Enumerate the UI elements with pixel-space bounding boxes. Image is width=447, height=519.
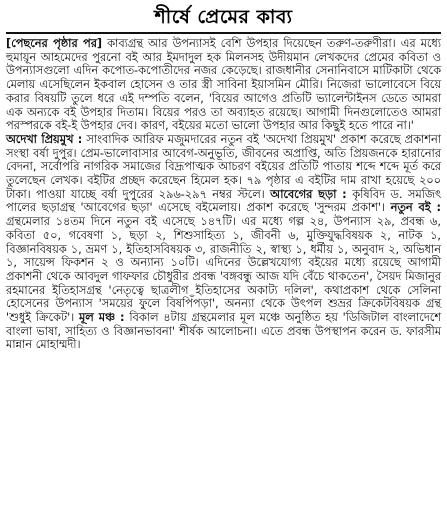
- paragraph-lead: মূল মঞ্চ :: [79, 311, 125, 325]
- paragraph-text: বিকাল ৪টায় গ্রন্থমেলার মূল মঞ্চে অনুষ্ঠিত হয় 'ডিজিটাল বাংলাদেশে বাংলা ভাষা, সাহিত্য ও বিজ্ঞানভাবনা' শীর্ষক আলোচনা। এতে প্রবন্ধ উপস্থাপন করেন ড. ফারসীম মান্নান মোহাম্মদী।: [6, 311, 442, 352]
- article-headline: শীর্ষে প্রেমের কাব্য: [154, 6, 293, 28]
- paragraph-lead: [পেছনের পৃষ্ঠার পর]: [6, 37, 103, 50]
- paragraph-text: কাব্যগ্রন্থ আর উপন্যাসই বেশি উপহার দিয়েছেন তরুণ-তরুণীরা। এর মধ্যে হুমায়ূন আহমেদের পুরনো বই আর ইমদাদুল হক মিলনসহ উদীয়মান লেখকদের প্রেমের কবিতা ও উপন্যাসগুলো এদিন কপোত-কপোতীদের নজর কেড়েছে। রাজধানীর সেনানিবাসে মাটিকাটা থেকে মেলায় এসেছিলেন ইকবাল হোসেন ও তার স্ত্রী সাবিনা ইয়াসমিন মৌরি। নিজেরা ভালোবেসে বিয়ে করার বিষয়টি তুলে ধরে এই দম্পতি বলেন, 'বিয়ের আগেও প্রতিটি ভ্যালেন্টাইনস ডেতে আমরা এক অন্যকে বই উপহার দিতাম। বিয়ের পরও তা অব্যাহত রয়েছে। আগামী দিনগুলোতেও আমরা পরস্পরকে বই-ই উপহার দেব। কারণ, বইয়ের মতো ভালো উপহার আর কিছুই হতে পারে না।': [6, 37, 442, 133]
- headline-divider: [6, 32, 441, 34]
- paragraph-text: কৃষিবিদ ড. সমজিৎ পালের ছড়াগ্রন্থ 'আবেগের ছড়া' এসেছে বইমেলায়। প্রকাশ করেছে 'সুন্দরম প্রকাশ'।: [6, 187, 442, 215]
- paragraph-lead: আবেগের ছড়া :: [270, 187, 347, 201]
- paragraph-text: সাংবাদিক আরিফ মজুমদারের নতুন বই 'অদেখা প্রিয়মুখ' প্রকাশ করেছে প্রকাশনা সংস্থা বর্ষা দুপুর। প্রেম-ভালোবাসার আবেগ-অনুভূতি, জীবনের অপ্রাপ্তি, অতি প্রিয়জনকে হারানোর বেদনা, সর্বোপরি নাগরিক সমাজের বিদ্রূপাত্মক আচরণ বইয়ের প্রতিটি পাতায় শব্দে শব্দে মূর্ত করে তুলেছেন লেখক। বইটির প্রচ্ছদ করেছেন হিমেল হক। ৭৯ পৃষ্ঠার এ বইটির দাম রাখা হয়েছে ২০০ টাকা। পাওয়া যাচ্ছে বর্ষা দুপুরের ২৯৬-২৯৭ নম্বর স্টলে।: [6, 132, 441, 201]
- paragraph-text: গ্রন্থমেলার ১৪তম দিনে নতুন বই এসেছে ১৪৭টি। এর মধ্যে গল্প ২৪, উপন্যাস ২৯, প্রবন্ধ ৬, কবিতা ৫০, গবেষণা ১, ছড়া ২, শিশুসাহিত্য ১, জীবনী ৬, মুক্তিযুদ্ধবিষয়ক ২, নাটক ১, বিজ্ঞানবিষয়ক ১, ভ্রমণ ১, ইতিহাসবিষয়ক ৩, রাজনীতি ২, স্বাস্থ্য ১, ধর্মীয় ১, অনুবাদ ২, অভিধান ১, সায়েন্স ফিকশন ২ ও অন্যান্য ১০টি। এদিনের উল্লেখযোগ্য বইয়ের মধ্যে রয়েছে আগামী প্রকাশনী থেকে আবদুল গাফফার চৌধুরীর প্রবন্ধ 'বঙ্গবন্ধু আজ যদি বেঁচে থাকতেন', সৈয়দ মিজানুর রহমানের ইতিহাসগ্রন্থ 'নেতৃত্বে ছাত্রলীগ ইতিহাসের অকাট্য দলিল', কথাপ্রকাশ থেকে সেলিনা হোসেনের উপন্যাস 'সময়ের ফুলে বিষপিঁপড়া', অনন্যা থেকে উৎপল শুভ্রর ক্রিকেটবিষয়ক গ্রন্থ 'শুধুই ক্রিকেট'।: [6, 215, 441, 325]
- paragraph-lead: অদেখা প্রিয়মুখ :: [6, 132, 83, 146]
- paragraph-intro: [6, 37, 441, 133]
- article-body: [6, 37, 441, 352]
- paragraph-adekha-priyomukh: [6, 133, 441, 352]
- paragraph-lead: নতুন বই :: [390, 201, 442, 215]
